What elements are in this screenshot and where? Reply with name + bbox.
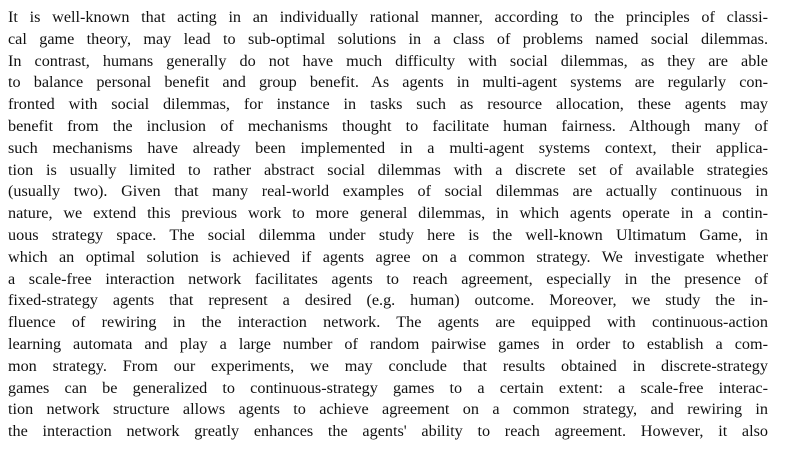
text-line: tion is usually limited to rather abstract social dilemmas with a discrete set of available strategies <box>8 160 768 179</box>
text-line: such mechanisms have already been implemented in a multi-agent systems context, their applica- <box>8 138 768 157</box>
text-line: learning automata and play a large number of random pairwise games in order to establish a com- <box>8 334 768 353</box>
text-line: fluence of rewiring in the interaction network. The agents are equipped with continuous-action <box>8 313 768 332</box>
text-line: which an optimal solution is achieved if agents agree on a common strategy. We investigate whether <box>8 247 768 266</box>
text-line: tion network structure allows agents to achieve agreement on a common strategy, and rewiring in <box>8 400 768 419</box>
text-line: a scale-free interaction network facilitates agents to reach agreement, especially in the presence of <box>8 269 768 288</box>
text-line: (usually two). Given that many real-world examples of social dilemmas are actually continuous in <box>8 182 768 201</box>
text-line: benefit from the inclusion of mechanisms thought to facilitate human fairness. Although many of <box>8 116 768 135</box>
text-line: nature, we extend this previous work to more general dilemmas, in which agents operate in a contin- <box>8 204 768 223</box>
text-line: It is well-known that acting in an individually rational manner, according to the principles of classi- <box>8 8 768 26</box>
abstract-text-block <box>8 7 792 450</box>
text-line: fixed-strategy agents that represent a desired (e.g. human) outcome. Moreover, we study the in- <box>8 291 768 310</box>
text-line: cal game theory, may lead to sub-optimal solutions in a class of problems named social dilemmas. <box>8 29 768 48</box>
text-line: fronted with social dilemmas, for instance in tasks such as resource allocation, these agents may <box>8 95 768 114</box>
text-line: uous strategy space. The social dilemma under study here is the well-known Ultimatum Game, in <box>8 225 768 244</box>
text-line: games can be generalized to continuous-strategy games to a certain extent: a scale-free interac- <box>8 378 768 397</box>
text-line: to balance personal benefit and group benefit. As agents in multi-agent systems are regularly con- <box>8 73 768 92</box>
text-line: mon strategy. From our experiments, we may conclude that results obtained in discrete-strategy <box>8 356 768 375</box>
text-line: the interaction network greatly enhances the agents' ability to reach agreement. However, it also <box>8 422 768 441</box>
text-line: In contrast, humans generally do not have much difficulty with social dilemmas, as they are able <box>8 51 768 70</box>
